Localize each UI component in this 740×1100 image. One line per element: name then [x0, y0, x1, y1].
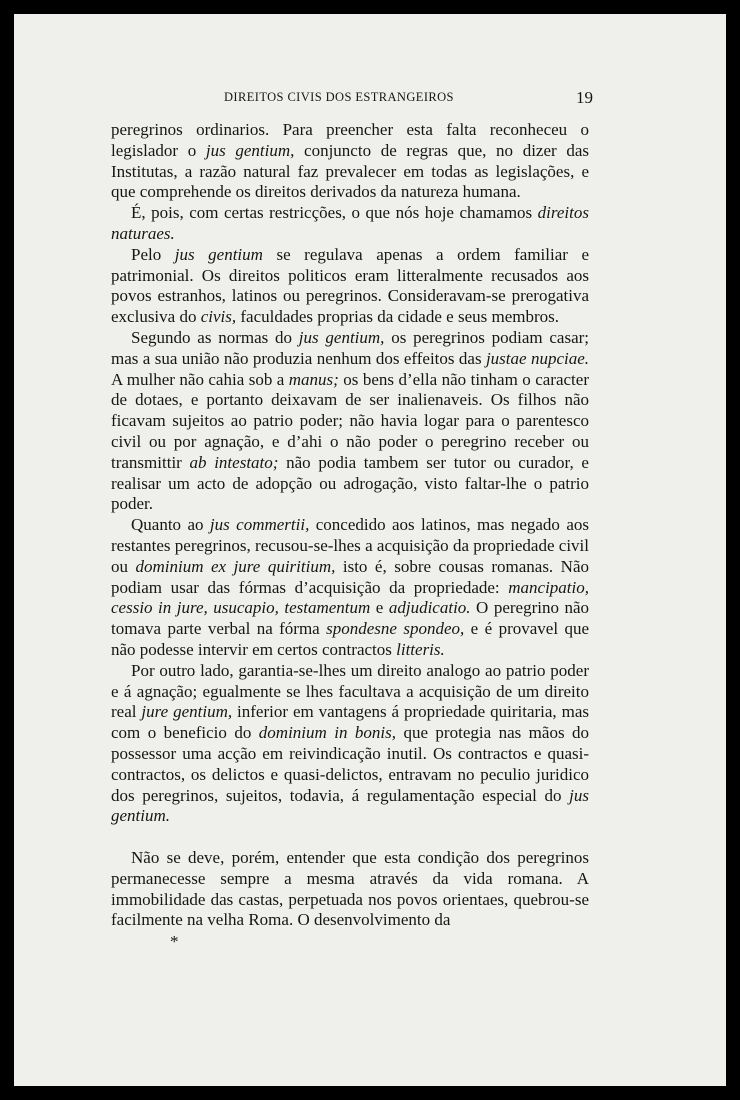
text-run: isto é, sobre cousas romanas. Não podiam usar das fórmas d’acquisição da propriedade: [111, 556, 590, 597]
text-run: e [370, 598, 389, 618]
page-header [14, 88, 726, 112]
italic-term: jus gentium. [111, 785, 589, 826]
italic-term: jus gentium [174, 244, 263, 264]
italic-term: jus gentium, [298, 327, 385, 347]
paragraph [111, 515, 589, 661]
italic-term: jus gentium, [205, 140, 295, 160]
text-run: Segundo as normas do [131, 327, 299, 347]
text-run: Quanto ao [131, 515, 210, 535]
text-run: os peregrinos podiam casar; mas a sua união não produzia nenhum dos effeitos das [111, 327, 590, 368]
italic-term: jure gentium, [141, 702, 233, 722]
paragraph [111, 120, 589, 203]
italic-term: jus commertii, [209, 515, 310, 535]
text-run: O peregrino não tomava parte verbal na fórma [111, 598, 590, 639]
running-title: DIREITOS CIVIS DOS ESTRANGEIROS [224, 90, 454, 104]
page-number: 19 [576, 88, 593, 107]
signature-mark: * [170, 932, 179, 951]
book-page [14, 14, 726, 1086]
italic-term: dominium ex jure quiritium, [135, 556, 336, 576]
paragraph [111, 661, 589, 827]
italic-term: spondesne spondeo, [326, 619, 465, 639]
italic-term: dominium in bonis, [258, 723, 396, 743]
paragraph [111, 203, 589, 245]
text-run: Por outro lado, garantia-se-lhes um direito analogo ao patrio poder e á agnação; egualmente se lhes facultava a acquisição de um direito real [111, 660, 589, 722]
text-run: se regulava apenas a ordem familiar e patrimonial. Os direitos politicos eram litteralmente recusados aos povos estranhos, latinos ou peregrinos. Consideravam-se prerogativa exclusiva do [111, 244, 590, 327]
italic-term: direitos naturaes. [111, 203, 589, 243]
text-run: não podia tambem ser tutor ou curador, e realisar um acto de adopção ou adrogação, visto faltar-lhe o patrio poder. [111, 452, 589, 514]
text-run: Não se deve, porém, entender que esta condição dos peregrinos permanecesse sempre a mesma através da vida romana. A immobilidade das castas, perpetuada nos povos orientaes, quebrou-se facilmente na velha Roma. O desenvolvimento da [111, 848, 589, 930]
text-run: conjuncto de regras que, no dizer das Institutas, a razão natural faz prevalecer em todas as legislações, e que comprehende os direitos derivados da natureza humana. [111, 140, 590, 202]
paragraph [111, 848, 589, 931]
text-run: Pelo [131, 244, 175, 264]
paragraph [111, 245, 589, 328]
text-run: peregrinos ordinarios. Para preencher esta falta reconheceu o legislador o [111, 120, 589, 160]
text-run: faculdades proprias da cidade e seus membros. [236, 307, 559, 327]
italic-term: litteris. [396, 639, 445, 659]
body-text [111, 120, 589, 931]
text-run: É, pois, com certas restricções, o que nós hoje chamamos [131, 203, 538, 223]
text-run: e é provavel que não podesse intervir em certos contractos [111, 619, 589, 659]
italic-term: ab intestato; [189, 452, 279, 472]
paragraph [111, 328, 589, 515]
text-run: que protegia nas mãos do possessor uma acção em reivindicação inutil. Os contractos e quasi-contractos, os delictos e quasi-delictos, entravam no peculio juridico dos peregrinos, sujeitos, todavia, á regulamentação especial do [111, 723, 590, 805]
text-run: os bens d’ella não tinham o caracter de dotaes, e portanto deixavam de ser inalienaveis. Os filhos não ficavam sujeitos ao patrio poder; não havia logar para o parentesco civil ou por agnação, e d’ahi o não poder o peregrino receber ou transmittir [111, 369, 589, 472]
italic-term: mancipatio, cessio in jure, usucapio, testamentum [111, 577, 589, 618]
italic-term: manus; [288, 369, 339, 389]
text-run: concedido aos latinos, mas negado aos restantes peregrinos, recusou-se-lhes a acquisição da propriedade civil ou [111, 515, 589, 576]
italic-term: adjudicatio. [388, 598, 471, 618]
text-run: inferior em vantagens á propriedade quiritaria, mas com o beneficio do [111, 702, 589, 743]
italic-term: justae nupciae. [485, 348, 590, 368]
italic-term: civis, [200, 307, 237, 327]
text-run: A mulher não cahia sob a [111, 369, 289, 389]
